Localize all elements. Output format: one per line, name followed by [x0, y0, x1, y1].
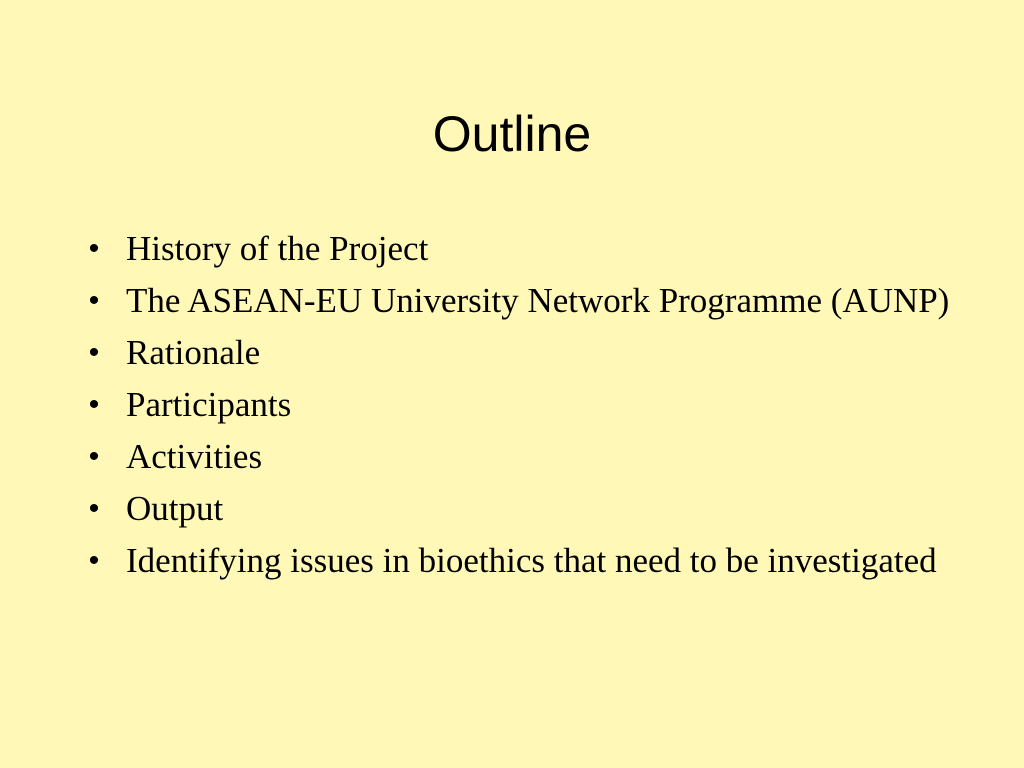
- bullet-item-rationale: • Rationale: [84, 331, 964, 375]
- bullet-item-activities: • Activities: [84, 435, 964, 479]
- bullet-item-output: • Output: [84, 487, 964, 531]
- bullet-list: [84, 227, 964, 591]
- bullet-item-participants: • Participants: [84, 383, 964, 427]
- bullet-item-bioethics: • Identifying issues in bioethics that need to be investigated: [84, 539, 964, 583]
- slide-title: Outline: [432, 106, 592, 162]
- bullet-item-history: • History of the Project: [84, 227, 964, 271]
- bullet-item-aunp: • The ASEAN-EU University Network Programme (AUNP): [84, 279, 964, 323]
